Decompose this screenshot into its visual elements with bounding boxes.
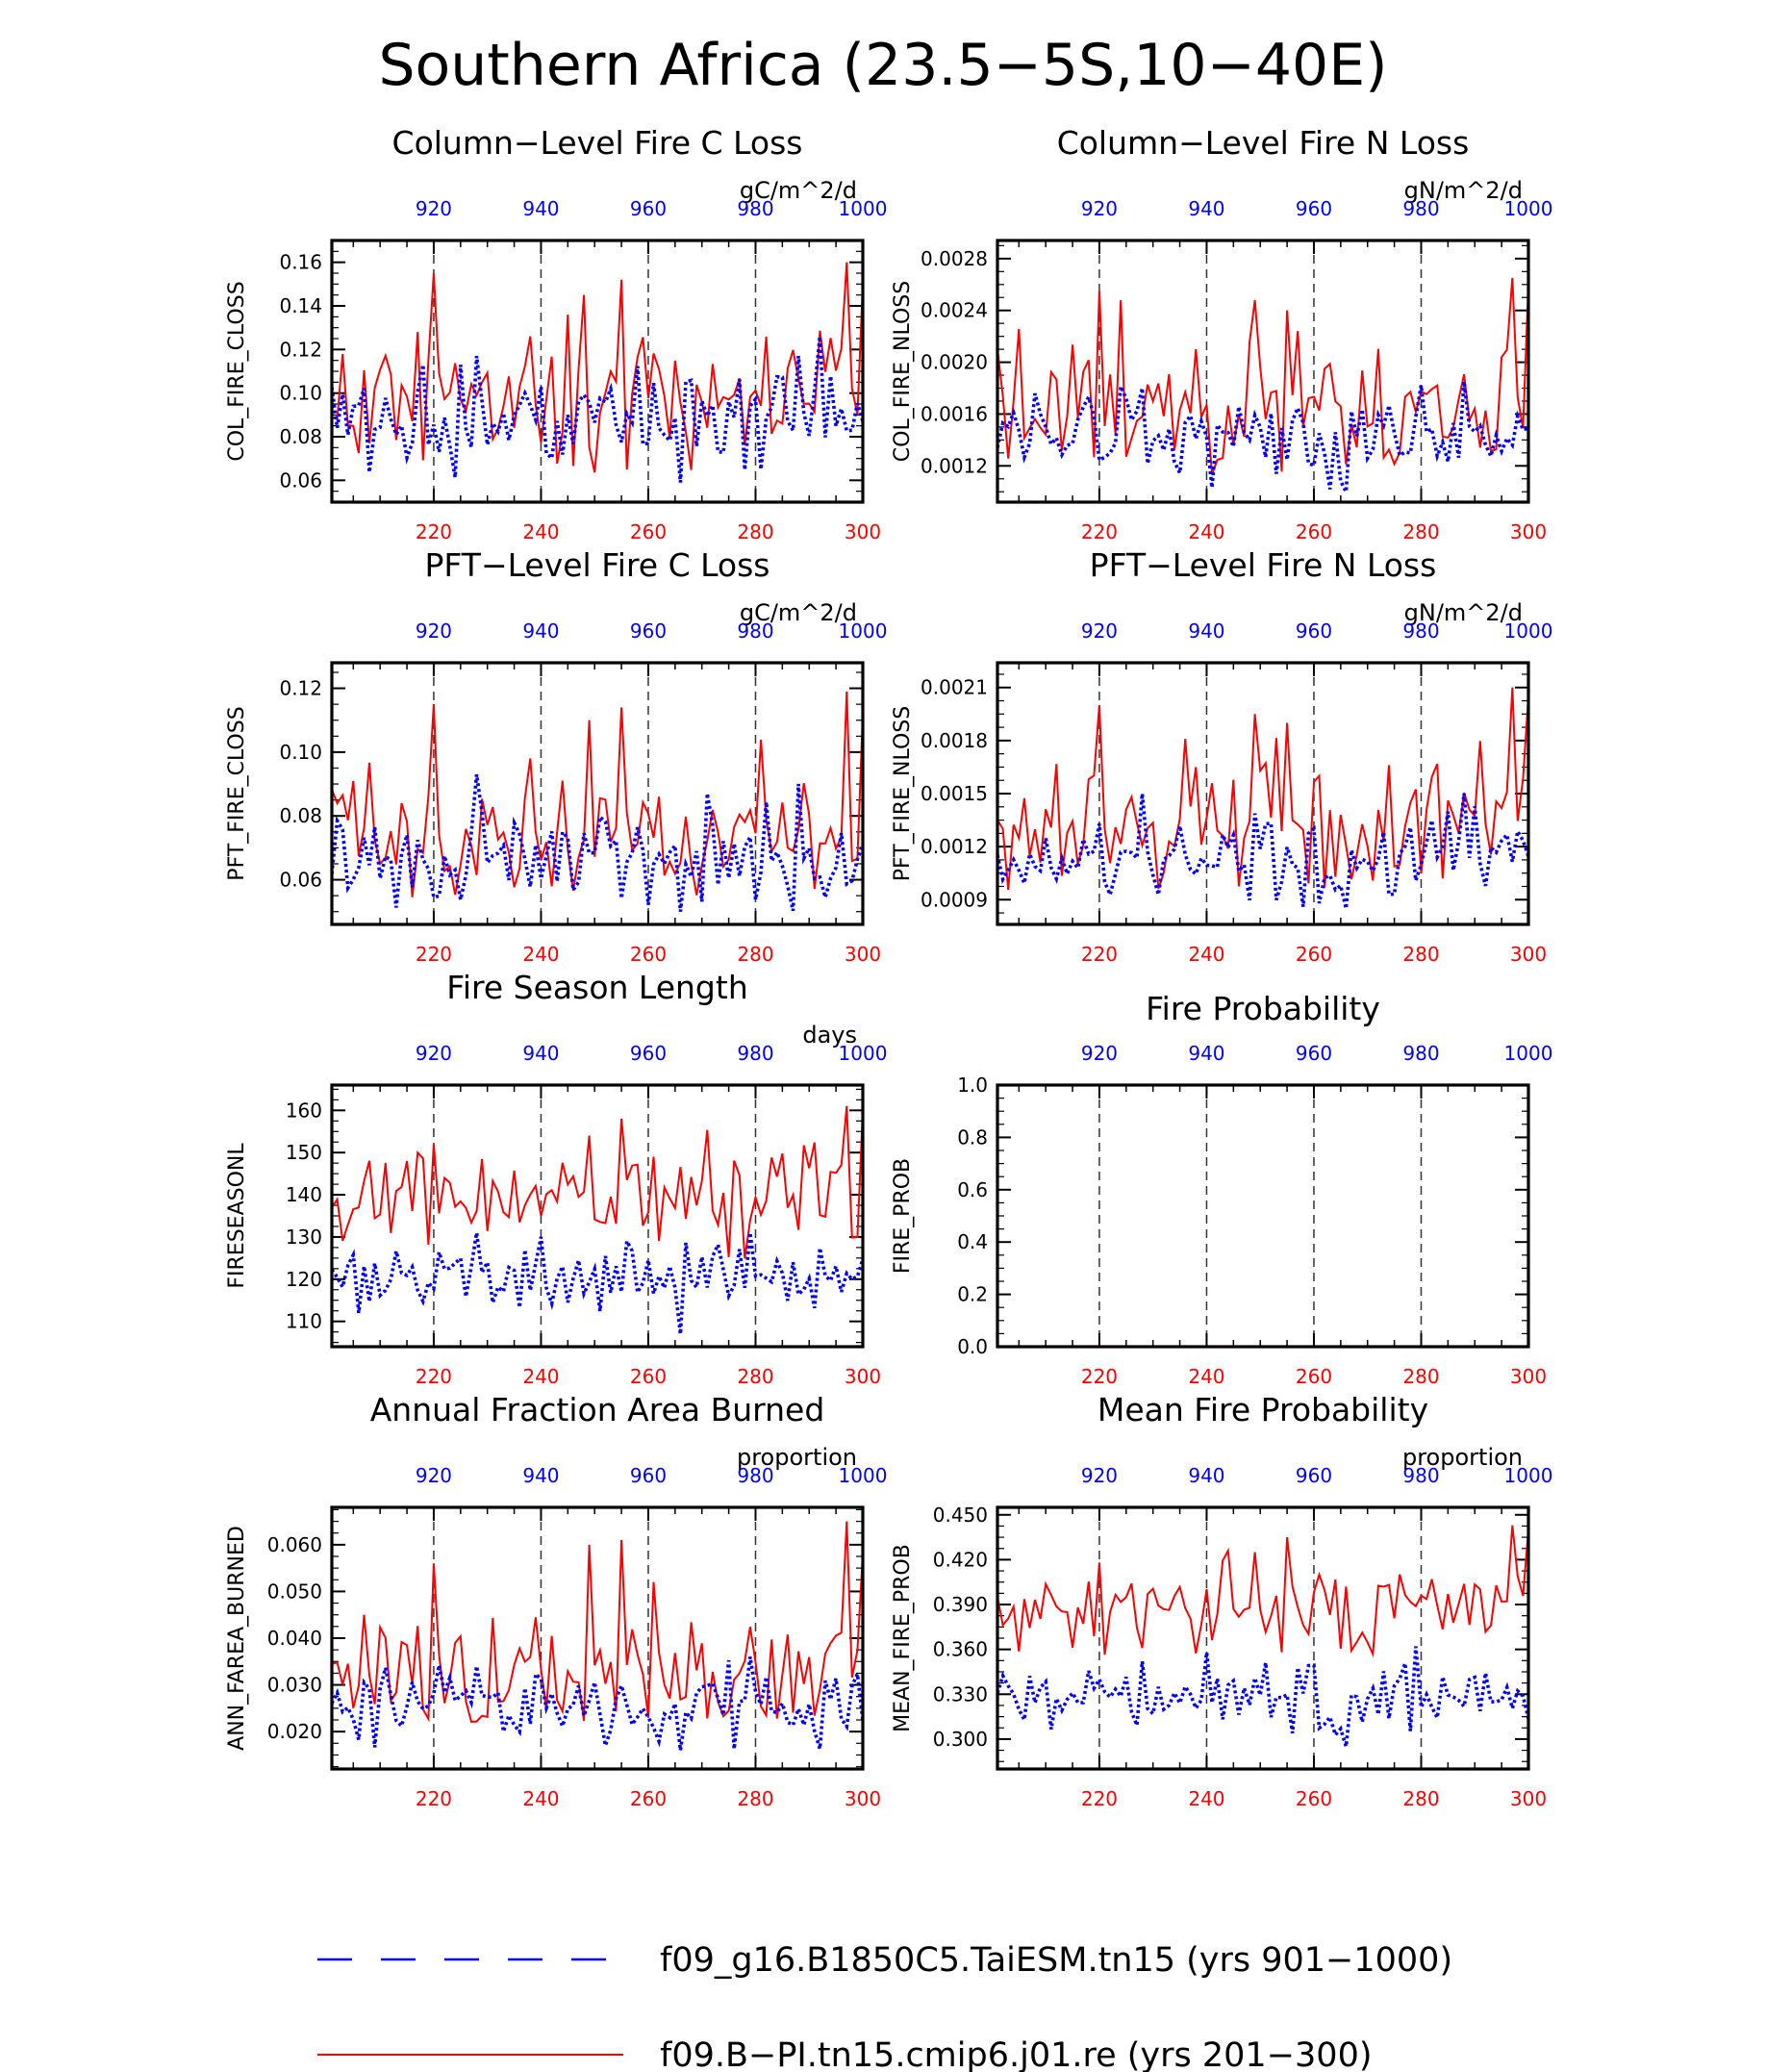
plot-frame	[997, 663, 1528, 924]
x-tick-label-bottom: 280	[1402, 1365, 1440, 1388]
x-tick-label-top: 1000	[1503, 1042, 1553, 1065]
x-tick-label-bottom: 260	[629, 520, 668, 543]
x-tick-label-top: 920	[415, 619, 453, 643]
y-tick-label: 0.0024	[921, 298, 988, 322]
plot-area	[332, 1106, 863, 1334]
x-tick-label-top: 940	[1188, 1464, 1225, 1487]
y-tick-label: 0.030	[266, 1673, 322, 1697]
y-tick-label: 0.0012	[921, 454, 988, 478]
plot-frame	[332, 240, 863, 502]
panel-5	[225, 969, 887, 1388]
x-tick-label-top: 1000	[1503, 197, 1553, 220]
plot-area	[997, 688, 1528, 909]
x-tick-label-bottom: 280	[737, 943, 774, 966]
y-tick-label: 0.330	[932, 1682, 988, 1706]
legend-label-blue: f09_g16.B1850C5.TaiESM.tn15 (yrs 901−1000)	[660, 1941, 1453, 1980]
x-tick-label-top: 960	[629, 1042, 668, 1065]
y-tick-label: 0.4	[957, 1230, 988, 1254]
x-tick-label-top: 980	[737, 619, 774, 643]
y-tick-label: 140	[285, 1183, 322, 1207]
y-tick-label: 0.060	[266, 1532, 322, 1556]
y-tick-label: 0.8	[957, 1125, 988, 1150]
units-label: proportion	[1401, 1444, 1523, 1471]
panel-title: PFT−Level Fire N Loss	[1089, 546, 1437, 584]
x-tick-label-bottom: 280	[1402, 943, 1440, 966]
y-tick-label: 160	[285, 1099, 322, 1123]
x-tick-label-bottom: 260	[629, 943, 668, 966]
x-tick-label-top: 980	[737, 1464, 774, 1487]
x-tick-label-top: 980	[737, 197, 774, 220]
panel-title: Column−Level Fire C Loss	[391, 124, 803, 162]
x-tick-label-top: 1000	[1503, 1464, 1553, 1487]
x-tick-label-bottom: 240	[522, 943, 560, 966]
units-label: gC/m^2/d	[739, 177, 857, 204]
units-label: gN/m^2/d	[1403, 599, 1523, 626]
panel-title: Mean Fire Probability	[1097, 1391, 1429, 1428]
x-tick-label-top: 960	[629, 619, 668, 643]
panel-7	[225, 1391, 887, 1810]
y-tick-label: 0.10	[279, 381, 322, 405]
x-tick-label-top: 920	[415, 1464, 453, 1487]
panels	[225, 124, 1552, 1810]
x-tick-label-top: 940	[522, 619, 560, 643]
series-line-blue	[332, 1233, 863, 1334]
plot-frame	[997, 240, 1528, 502]
x-tick-label-bottom: 280	[1402, 520, 1440, 543]
x-tick-label-bottom: 300	[1509, 1787, 1548, 1810]
y-tick-label: 130	[285, 1225, 322, 1249]
y-tick-label: 110	[285, 1309, 322, 1333]
x-tick-label-bottom: 300	[844, 1365, 882, 1388]
x-tick-label-top: 980	[1402, 1464, 1440, 1487]
x-tick-label-bottom: 220	[415, 1787, 453, 1810]
y-tick-label: 0.16	[279, 250, 322, 274]
y-tick-label: 0.6	[957, 1177, 988, 1201]
units-label: gN/m^2/d	[1403, 177, 1523, 204]
x-tick-label-bottom: 300	[1509, 520, 1548, 543]
y-tick-label: 150	[285, 1141, 322, 1165]
plot-frame	[332, 1507, 863, 1769]
x-tick-label-top: 920	[1080, 619, 1119, 643]
plot-area	[332, 692, 863, 912]
x-tick-label-top: 1000	[838, 619, 888, 643]
y-tick-label: 0.420	[932, 1548, 988, 1572]
x-tick-label-top: 920	[1080, 1464, 1119, 1487]
y-tick-label: 1.0	[957, 1074, 988, 1097]
x-tick-label-bottom: 280	[737, 1787, 774, 1810]
x-tick-label-bottom: 300	[844, 943, 882, 966]
x-tick-label-bottom: 280	[737, 1365, 774, 1388]
units-label: days	[802, 1022, 857, 1049]
panel-title: Fire Season Length	[446, 969, 748, 1006]
panel-6	[891, 990, 1552, 1388]
x-tick-label-bottom: 240	[522, 520, 560, 543]
y-tick-label: 0.0016	[921, 402, 988, 426]
plot-area	[997, 278, 1528, 492]
x-tick-label-top: 1000	[838, 197, 888, 220]
x-tick-label-bottom: 220	[1080, 1365, 1119, 1388]
x-tick-label-bottom: 220	[1080, 520, 1119, 543]
plot-frame	[997, 1507, 1528, 1769]
x-tick-label-bottom: 220	[1080, 943, 1119, 966]
y-tick-label: 0.040	[266, 1627, 322, 1650]
x-tick-label-top: 960	[629, 197, 668, 220]
x-tick-label-bottom: 220	[415, 943, 453, 966]
x-tick-label-top: 960	[1295, 619, 1333, 643]
y-tick-label: 0.10	[279, 740, 322, 764]
series-line-red	[997, 1526, 1528, 1655]
plot-frame	[332, 1085, 863, 1347]
x-tick-label-top: 940	[1188, 619, 1225, 643]
y-tick-label: 0.050	[266, 1579, 322, 1604]
x-tick-label-top: 980	[1402, 619, 1440, 643]
x-tick-label-top: 960	[1295, 197, 1333, 220]
x-tick-label-top: 960	[1295, 1042, 1333, 1065]
x-tick-label-top: 980	[737, 1042, 774, 1065]
y-tick-label: 0.0	[957, 1335, 988, 1358]
x-tick-label-bottom: 220	[1080, 1787, 1119, 1810]
y-tick-label: 0.450	[932, 1503, 988, 1527]
y-tick-label: 0.020	[266, 1720, 322, 1744]
x-tick-label-top: 920	[415, 197, 453, 220]
x-tick-label-bottom: 260	[1295, 1365, 1333, 1388]
y-axis-label: FIRESEASONL	[225, 1143, 249, 1289]
series-line-red	[997, 688, 1528, 890]
x-tick-label-bottom: 220	[415, 520, 453, 543]
x-tick-label-top: 960	[629, 1464, 668, 1487]
panel-title: Fire Probability	[1146, 990, 1380, 1027]
y-tick-label: 0.0018	[921, 728, 988, 752]
y-tick-label: 0.300	[932, 1727, 988, 1751]
x-tick-label-bottom: 280	[1402, 1787, 1440, 1810]
legend-label-red: f09.B−PI.tn15.cmip6.j01.re (yrs 201−300)	[660, 2036, 1373, 2072]
panel-title: Annual Fraction Area Burned	[369, 1391, 825, 1428]
plot-area	[332, 1522, 863, 1751]
x-tick-label-top: 1000	[838, 1464, 888, 1487]
x-tick-label-bottom: 240	[1188, 1365, 1225, 1388]
y-tick-label: 0.0012	[921, 835, 988, 859]
y-tick-label: 0.08	[279, 425, 322, 448]
x-tick-label-top: 920	[1080, 197, 1119, 220]
y-tick-label: 0.06	[279, 468, 322, 493]
panel-4	[891, 546, 1552, 966]
y-axis-label: COL_FIRE_NLOSS	[891, 280, 915, 463]
plot-area	[332, 263, 863, 483]
panel-2	[891, 124, 1552, 543]
y-tick-label: 0.0009	[921, 888, 988, 912]
x-tick-label-bottom: 240	[1188, 1787, 1225, 1810]
panel-8	[891, 1391, 1552, 1810]
x-tick-label-bottom: 220	[415, 1365, 453, 1388]
y-tick-label: 0.0015	[921, 782, 988, 805]
y-axis-label: PFT_FIRE_NLOSS	[891, 705, 915, 882]
y-tick-label: 0.0028	[921, 246, 988, 270]
x-tick-label-top: 920	[1080, 1042, 1119, 1065]
y-tick-label: 120	[285, 1267, 322, 1291]
y-tick-label: 0.06	[279, 868, 322, 892]
y-axis-label: ANN_FAREA_BURNED	[225, 1526, 249, 1751]
x-tick-label-bottom: 300	[1509, 1365, 1548, 1388]
x-tick-label-top: 1000	[1503, 619, 1553, 643]
x-tick-label-top: 940	[1188, 1042, 1225, 1065]
x-tick-label-top: 940	[1188, 197, 1225, 220]
x-tick-label-bottom: 260	[629, 1365, 668, 1388]
x-tick-label-top: 980	[1402, 197, 1440, 220]
panel-title: Column−Level Fire N Loss	[1056, 124, 1470, 162]
y-tick-label: 0.0021	[921, 675, 988, 699]
y-tick-label: 0.360	[932, 1637, 988, 1661]
units-label: proportion	[736, 1444, 857, 1471]
x-tick-label-bottom: 260	[629, 1787, 668, 1810]
x-tick-label-bottom: 280	[737, 520, 774, 543]
y-tick-label: 0.2	[957, 1282, 988, 1306]
x-tick-label-bottom: 300	[1509, 943, 1548, 966]
x-tick-label-bottom: 240	[522, 1365, 560, 1388]
x-tick-label-top: 940	[522, 1464, 560, 1487]
plot-frame	[997, 1085, 1528, 1347]
x-tick-label-bottom: 240	[522, 1787, 560, 1810]
x-tick-label-bottom: 300	[844, 1787, 882, 1810]
y-tick-label: 0.12	[279, 676, 322, 700]
y-tick-label: 0.14	[279, 294, 322, 317]
x-tick-label-top: 960	[1295, 1464, 1333, 1487]
plot-area	[997, 1526, 1528, 1747]
y-tick-label: 0.12	[279, 338, 322, 362]
x-tick-label-bottom: 240	[1188, 943, 1225, 966]
units-label: gC/m^2/d	[739, 599, 857, 626]
x-tick-label-bottom: 260	[1295, 943, 1333, 966]
y-tick-label: 0.390	[932, 1593, 988, 1617]
y-axis-label: FIRE_PROB	[891, 1157, 915, 1275]
series-line-red	[332, 1106, 863, 1258]
x-tick-label-bottom: 260	[1295, 520, 1333, 543]
x-tick-label-bottom: 300	[844, 520, 882, 543]
x-tick-label-bottom: 260	[1295, 1787, 1333, 1810]
panel-1	[225, 124, 887, 543]
x-tick-label-top: 940	[522, 1042, 560, 1065]
series-line-blue	[997, 1647, 1528, 1747]
x-tick-label-top: 1000	[838, 1042, 888, 1065]
x-tick-label-top: 980	[1402, 1042, 1440, 1065]
legend	[317, 1941, 1452, 2072]
panel-title: PFT−Level Fire C Loss	[424, 546, 770, 584]
y-tick-label: 0.0020	[921, 350, 988, 374]
x-tick-label-bottom: 240	[1188, 520, 1225, 543]
panel-3	[225, 546, 887, 966]
figure-title: Southern Africa (23.5−5S,10−40E)	[378, 32, 1388, 99]
y-axis-label: PFT_FIRE_CLOSS	[225, 706, 249, 881]
y-tick-label: 0.08	[279, 804, 322, 828]
x-tick-label-top: 920	[415, 1042, 453, 1065]
y-axis-label: MEAN_FIRE_PROB	[891, 1544, 915, 1732]
x-tick-label-top: 940	[522, 197, 560, 220]
y-axis-label: COL_FIRE_CLOSS	[225, 281, 249, 462]
